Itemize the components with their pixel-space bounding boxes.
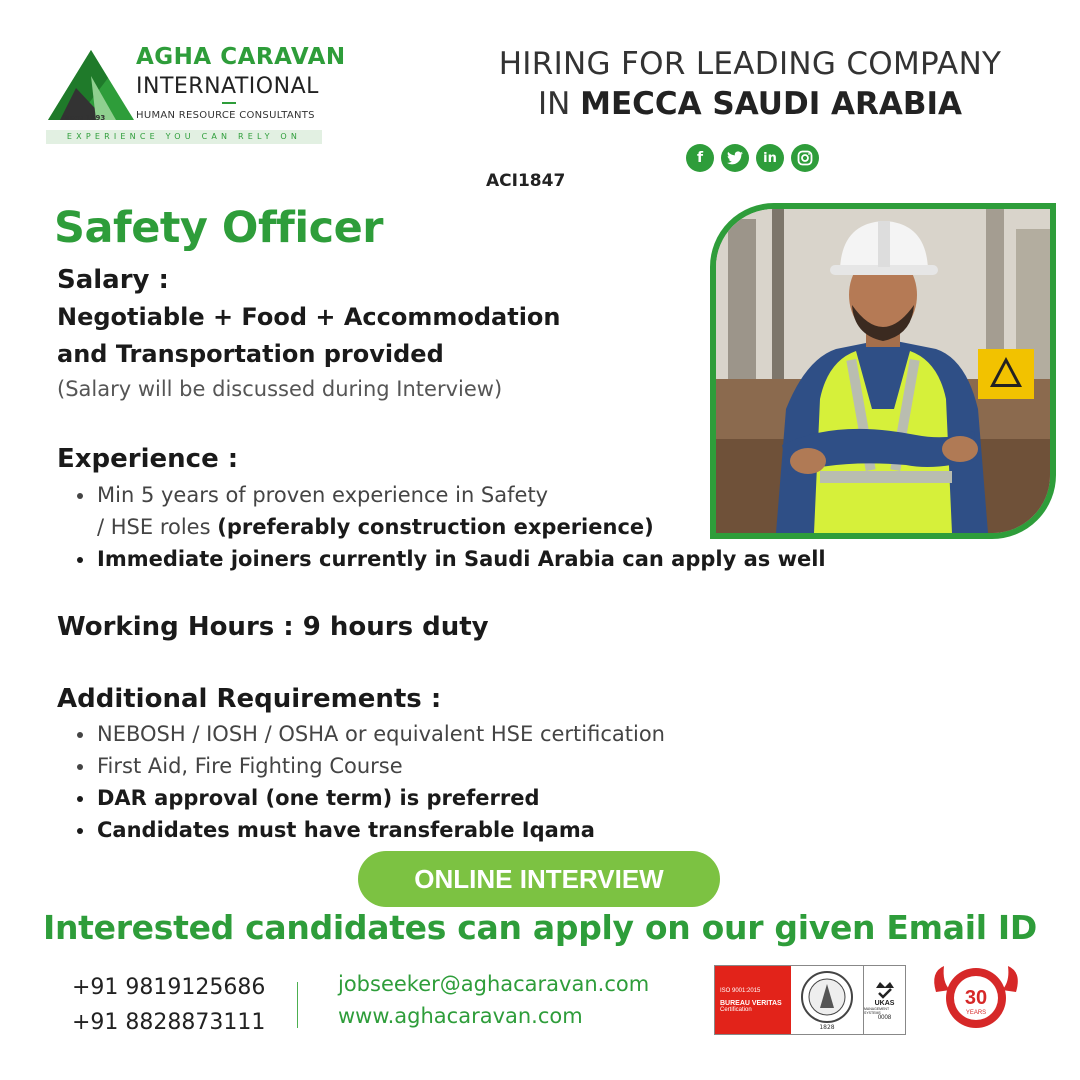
job-reference-code: ACI1847 — [486, 171, 566, 191]
hiring-location-prefix: IN — [537, 86, 581, 122]
safety-officer-photo — [710, 203, 1056, 539]
crown-check-icon — [874, 980, 896, 1000]
experience-heading: Experience : — [57, 444, 239, 474]
requirement-item: DAR approval (one term) is preferred — [57, 782, 665, 814]
bureau-veritas-seal-icon — [800, 970, 854, 1024]
brand-divider — [222, 102, 236, 104]
construction-worker-illustration — [716, 209, 1050, 533]
facebook-icon[interactable]: f — [686, 144, 714, 172]
requirement-item: NEBOSH / IOSH / OSHA or equivalent HSE certification — [57, 718, 665, 750]
ukas-panel — [863, 966, 905, 1034]
additional-requirements-list — [57, 718, 665, 846]
instagram-icon[interactable] — [791, 144, 819, 172]
brand-name-line2: INTERNATIONAL — [136, 74, 319, 99]
email-link[interactable]: jobseeker@aghacaravan.com — [338, 972, 650, 996]
anniversary-seal-icon — [930, 962, 1022, 1034]
linkedin-icon[interactable]: in — [756, 144, 784, 172]
experience-item-text: Min 5 years of proven experience in Safety — [97, 483, 549, 507]
experience-item-text-cont: / HSE roles — [97, 515, 218, 539]
brand-name-line1: AGHA CARAVAN — [136, 44, 346, 70]
apply-instructions: Interested candidates can apply on our given Email ID — [42, 908, 1038, 947]
anniversary-number: 30 — [964, 987, 988, 1009]
bureau-veritas-panel — [715, 966, 791, 1034]
experience-item-emphasis: (preferably construction experience) — [217, 515, 654, 539]
hiring-location-city: MECCA SAUDI ARABIA — [580, 86, 963, 122]
brand-tagline: EXPERIENCE YOU CAN RELY ON — [46, 130, 322, 144]
twitter-icon[interactable] — [721, 144, 749, 172]
salary-line-1: Negotiable + Food + Accommodation — [57, 303, 561, 331]
bv-year: 1828 — [819, 1023, 835, 1031]
since-label: Since 1993 — [62, 114, 106, 122]
iso-label: ISO 9001:2015 — [720, 987, 761, 994]
hiring-location — [460, 86, 1040, 122]
bv-name: BUREAU VERITAS — [720, 999, 782, 1007]
additional-requirements-heading: Additional Requirements : — [57, 684, 442, 714]
bv-sub: Certification — [720, 1006, 752, 1013]
requirement-item: First Aid, Fire Fighting Course — [57, 750, 665, 782]
company-logo-icon — [46, 48, 136, 122]
salary-note: (Salary will be discussed during Interview) — [57, 377, 503, 401]
online-interview-button[interactable]: ONLINE INTERVIEW — [358, 851, 720, 907]
phone-number[interactable]: +91 9819125686 — [72, 975, 266, 1000]
salary-heading: Salary : — [57, 265, 169, 295]
anniversary-label: YEARS — [965, 1010, 987, 1016]
bv-seal — [791, 966, 863, 1034]
contact-divider — [297, 982, 298, 1028]
requirement-item: Candidates must have transferable Iqama — [57, 814, 665, 846]
ukas-number: 0008 — [877, 1014, 892, 1021]
salary-line-2: and Transportation provided — [57, 340, 444, 368]
job-title: Safety Officer — [54, 203, 383, 253]
phone-number[interactable]: +91 8828873111 — [72, 1010, 266, 1035]
website-link[interactable]: www.aghacaravan.com — [338, 1004, 583, 1028]
brand-subtitle: HUMAN RESOURCE CONSULTANTS — [136, 110, 315, 121]
hiring-headline: HIRING FOR LEADING COMPANY — [498, 46, 1002, 82]
ukas-label: UKAS — [874, 999, 895, 1007]
social-links — [686, 144, 819, 172]
ukas-sub: MANAGEMENT SYSTEMS — [864, 1006, 890, 1015]
working-hours: Working Hours : 9 hours duty — [57, 612, 489, 642]
experience-item: Immediate joiners currently in Saudi Arabia can apply as well — [57, 543, 826, 575]
certification-badge — [714, 965, 906, 1035]
